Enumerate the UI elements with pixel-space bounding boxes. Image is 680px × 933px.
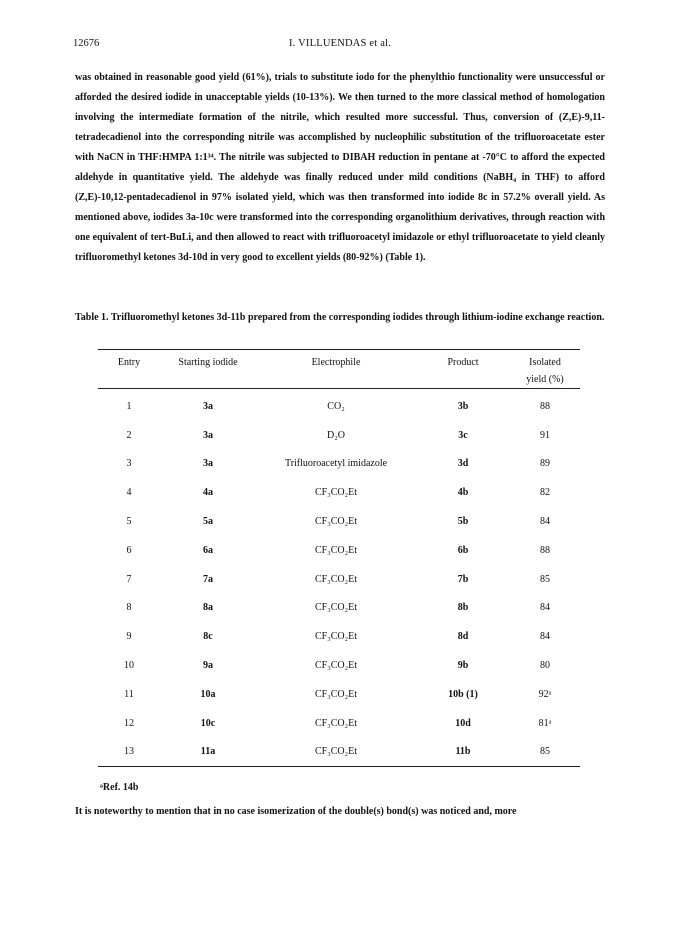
cell-product: 3c: [458, 429, 468, 441]
cell-yield: 85: [540, 573, 550, 585]
cell-electrophile: CF₃CO₂Et: [315, 717, 357, 729]
table-row: [98, 680, 580, 709]
cell-yield: 85: [540, 746, 550, 758]
cell-starting-iodide: 3a: [203, 400, 213, 412]
cell-yield: 91: [540, 429, 550, 441]
cell-electrophile: D₂O: [327, 429, 345, 441]
cell-yield: 88: [540, 544, 550, 556]
cell-starting-iodide: 7a: [203, 573, 213, 585]
cell-product: 4b: [457, 487, 469, 499]
cell-yield: 81ᵃ: [538, 717, 552, 729]
cell-yield: 82: [540, 487, 550, 499]
cell-yield: 92ᵃ: [538, 688, 552, 700]
cell-electrophile: CF₃CO₂Et: [315, 688, 357, 700]
table-row: [98, 478, 580, 507]
cell-electrophile: CF₃CO₂Et: [315, 660, 357, 672]
cell-product: 3b: [457, 400, 469, 412]
cell-starting-iodide: 10a: [200, 688, 216, 700]
cell-starting-iodide: 3a: [203, 429, 213, 441]
cell-yield: 84: [540, 631, 550, 643]
cell-entry: 12: [124, 717, 134, 729]
column-header-yield: [510, 350, 580, 389]
cell-product: 10d: [455, 717, 471, 729]
cell-product: 3d: [457, 458, 469, 470]
cell-entry: 11: [124, 688, 134, 700]
cell-entry: 10: [124, 660, 134, 672]
table-caption: Table 1. Trifluoromethyl ketones 3d-11b prepared from the corresponding iodides through lithium-iodine exchange reaction.: [75, 312, 605, 323]
table-row: [98, 536, 580, 565]
cell-yield: 80: [540, 660, 550, 672]
cell-electrophile: CF₃CO₂Et: [315, 602, 357, 614]
column-header-starting-iodide: Starting iodide: [178, 357, 238, 368]
table-row: [98, 622, 580, 651]
cell-electrophile: CF₃CO₂Et: [315, 573, 357, 585]
yield-header-line-1: Isolated: [529, 357, 561, 368]
cell-product: 9b: [457, 660, 469, 672]
body-paragraph: was obtained in reasonable good yield (61%), trials to substitute iodo for the phenylthio functionality were unsuccessful or afforded the desired iodide in unacceptable yields (10-13%). We then turned to the more classical method of homologation involving the intermediate formation of the nitrile, which resulted more successful. Thus, conversion of (Z,E)-9,11-tetradecadienol into the corresponding nitrile was accomplished by nucleophilic substitution of the trifluoroacetate ester with NaCN in THF:HMPA 1:1³⁴. The nitrile was subjected to DIBAH reduction in pentane at -70°C to afford the expected aldehyde in quantitative yield. The aldehyde was finally reduced under mild conditions (NaBH₄ in THF) to afford (Z,E)-10,12-pentadecadienol in 97% isolated yield, which was then transformed into iodide 8c in 57.2% overall yield. As mentioned above, iodides 3a-10c were transformed into the corresponding organolithium derivatives, through reaction with one equivalent of tert-BuLi, and then allowed to react with trifluoroacetyl imidazole or ethyl trifluoroacetate to yield cleanly trifluoromethyl ketones 3d-10d in very good to excellent yields (80-92%) (Table 1).: [75, 72, 605, 263]
table-row: [98, 450, 580, 479]
cell-electrophile: CF₃CO₂Et: [315, 544, 357, 556]
cell-starting-iodide: 8a: [203, 602, 213, 614]
cell-electrophile: CO₂: [327, 400, 345, 412]
cell-entry: 8: [126, 602, 132, 614]
cell-entry: 5: [126, 516, 132, 528]
cell-entry: 4: [126, 487, 132, 499]
cell-yield: 84: [540, 602, 550, 614]
cell-starting-iodide: 11a: [200, 746, 216, 758]
results-table: [98, 349, 580, 767]
column-header-electrophile: Electrophile: [311, 357, 361, 368]
column-header-product: Product: [447, 357, 479, 368]
cell-starting-iodide: 3a: [203, 458, 213, 470]
table-row: [98, 651, 580, 680]
page-header: [75, 38, 605, 52]
cell-electrophile: CF₃CO₂Et: [315, 487, 357, 499]
cell-starting-iodide: 9a: [203, 660, 213, 672]
table-footnote: ᵃRef. 14b: [100, 782, 139, 793]
table-row: [98, 421, 580, 450]
cell-product: 7b: [457, 573, 469, 585]
cell-starting-iodide: 8c: [203, 631, 213, 643]
cell-product: 11b: [455, 746, 471, 758]
cell-entry: 1: [126, 400, 132, 412]
table-row: [98, 709, 580, 738]
cell-electrophile: CF₃CO₂Et: [315, 516, 357, 528]
cell-product: 6b: [457, 544, 469, 556]
cell-yield: 89: [540, 458, 550, 470]
cell-yield: 84: [540, 516, 550, 528]
table-row: [98, 507, 580, 536]
table-row: [98, 389, 580, 421]
cell-electrophile: Trifluoroacetyl imidazole: [284, 458, 388, 470]
body-paragraph-continued: It is noteworthy to mention that in no case isomerization of the double(s) bond(s) was noticed and, more: [75, 806, 517, 817]
table-row: [98, 565, 580, 594]
cell-entry: 2: [126, 429, 132, 441]
cell-starting-iodide: 4a: [203, 487, 213, 499]
yield-header-line-2: yield (%): [526, 374, 564, 385]
page-number: 12676: [73, 38, 100, 49]
cell-product: 5b: [457, 516, 469, 528]
cell-entry: 3: [126, 458, 132, 470]
cell-starting-iodide: 10c: [200, 717, 216, 729]
cell-starting-iodide: 6a: [203, 544, 213, 556]
cell-yield: 88: [540, 400, 550, 412]
table-row: [98, 594, 580, 623]
cell-entry: 7: [126, 573, 132, 585]
cell-product: 8d: [457, 631, 469, 643]
cell-product: 10b (1): [448, 688, 478, 700]
table-header-row: [98, 350, 580, 389]
cell-electrophile: CF₃CO₂Et: [315, 631, 357, 643]
cell-electrophile: CF₃CO₂Et: [315, 746, 357, 758]
column-header-entry: Entry: [117, 357, 141, 368]
cell-product: 8b: [457, 602, 469, 614]
table-row: [98, 738, 580, 767]
running-head: I. VILLUENDAS et al.: [288, 38, 392, 49]
cell-entry: 13: [124, 746, 134, 758]
cell-entry: 6: [126, 544, 132, 556]
cell-entry: 9: [126, 631, 132, 643]
cell-starting-iodide: 5a: [203, 516, 213, 528]
